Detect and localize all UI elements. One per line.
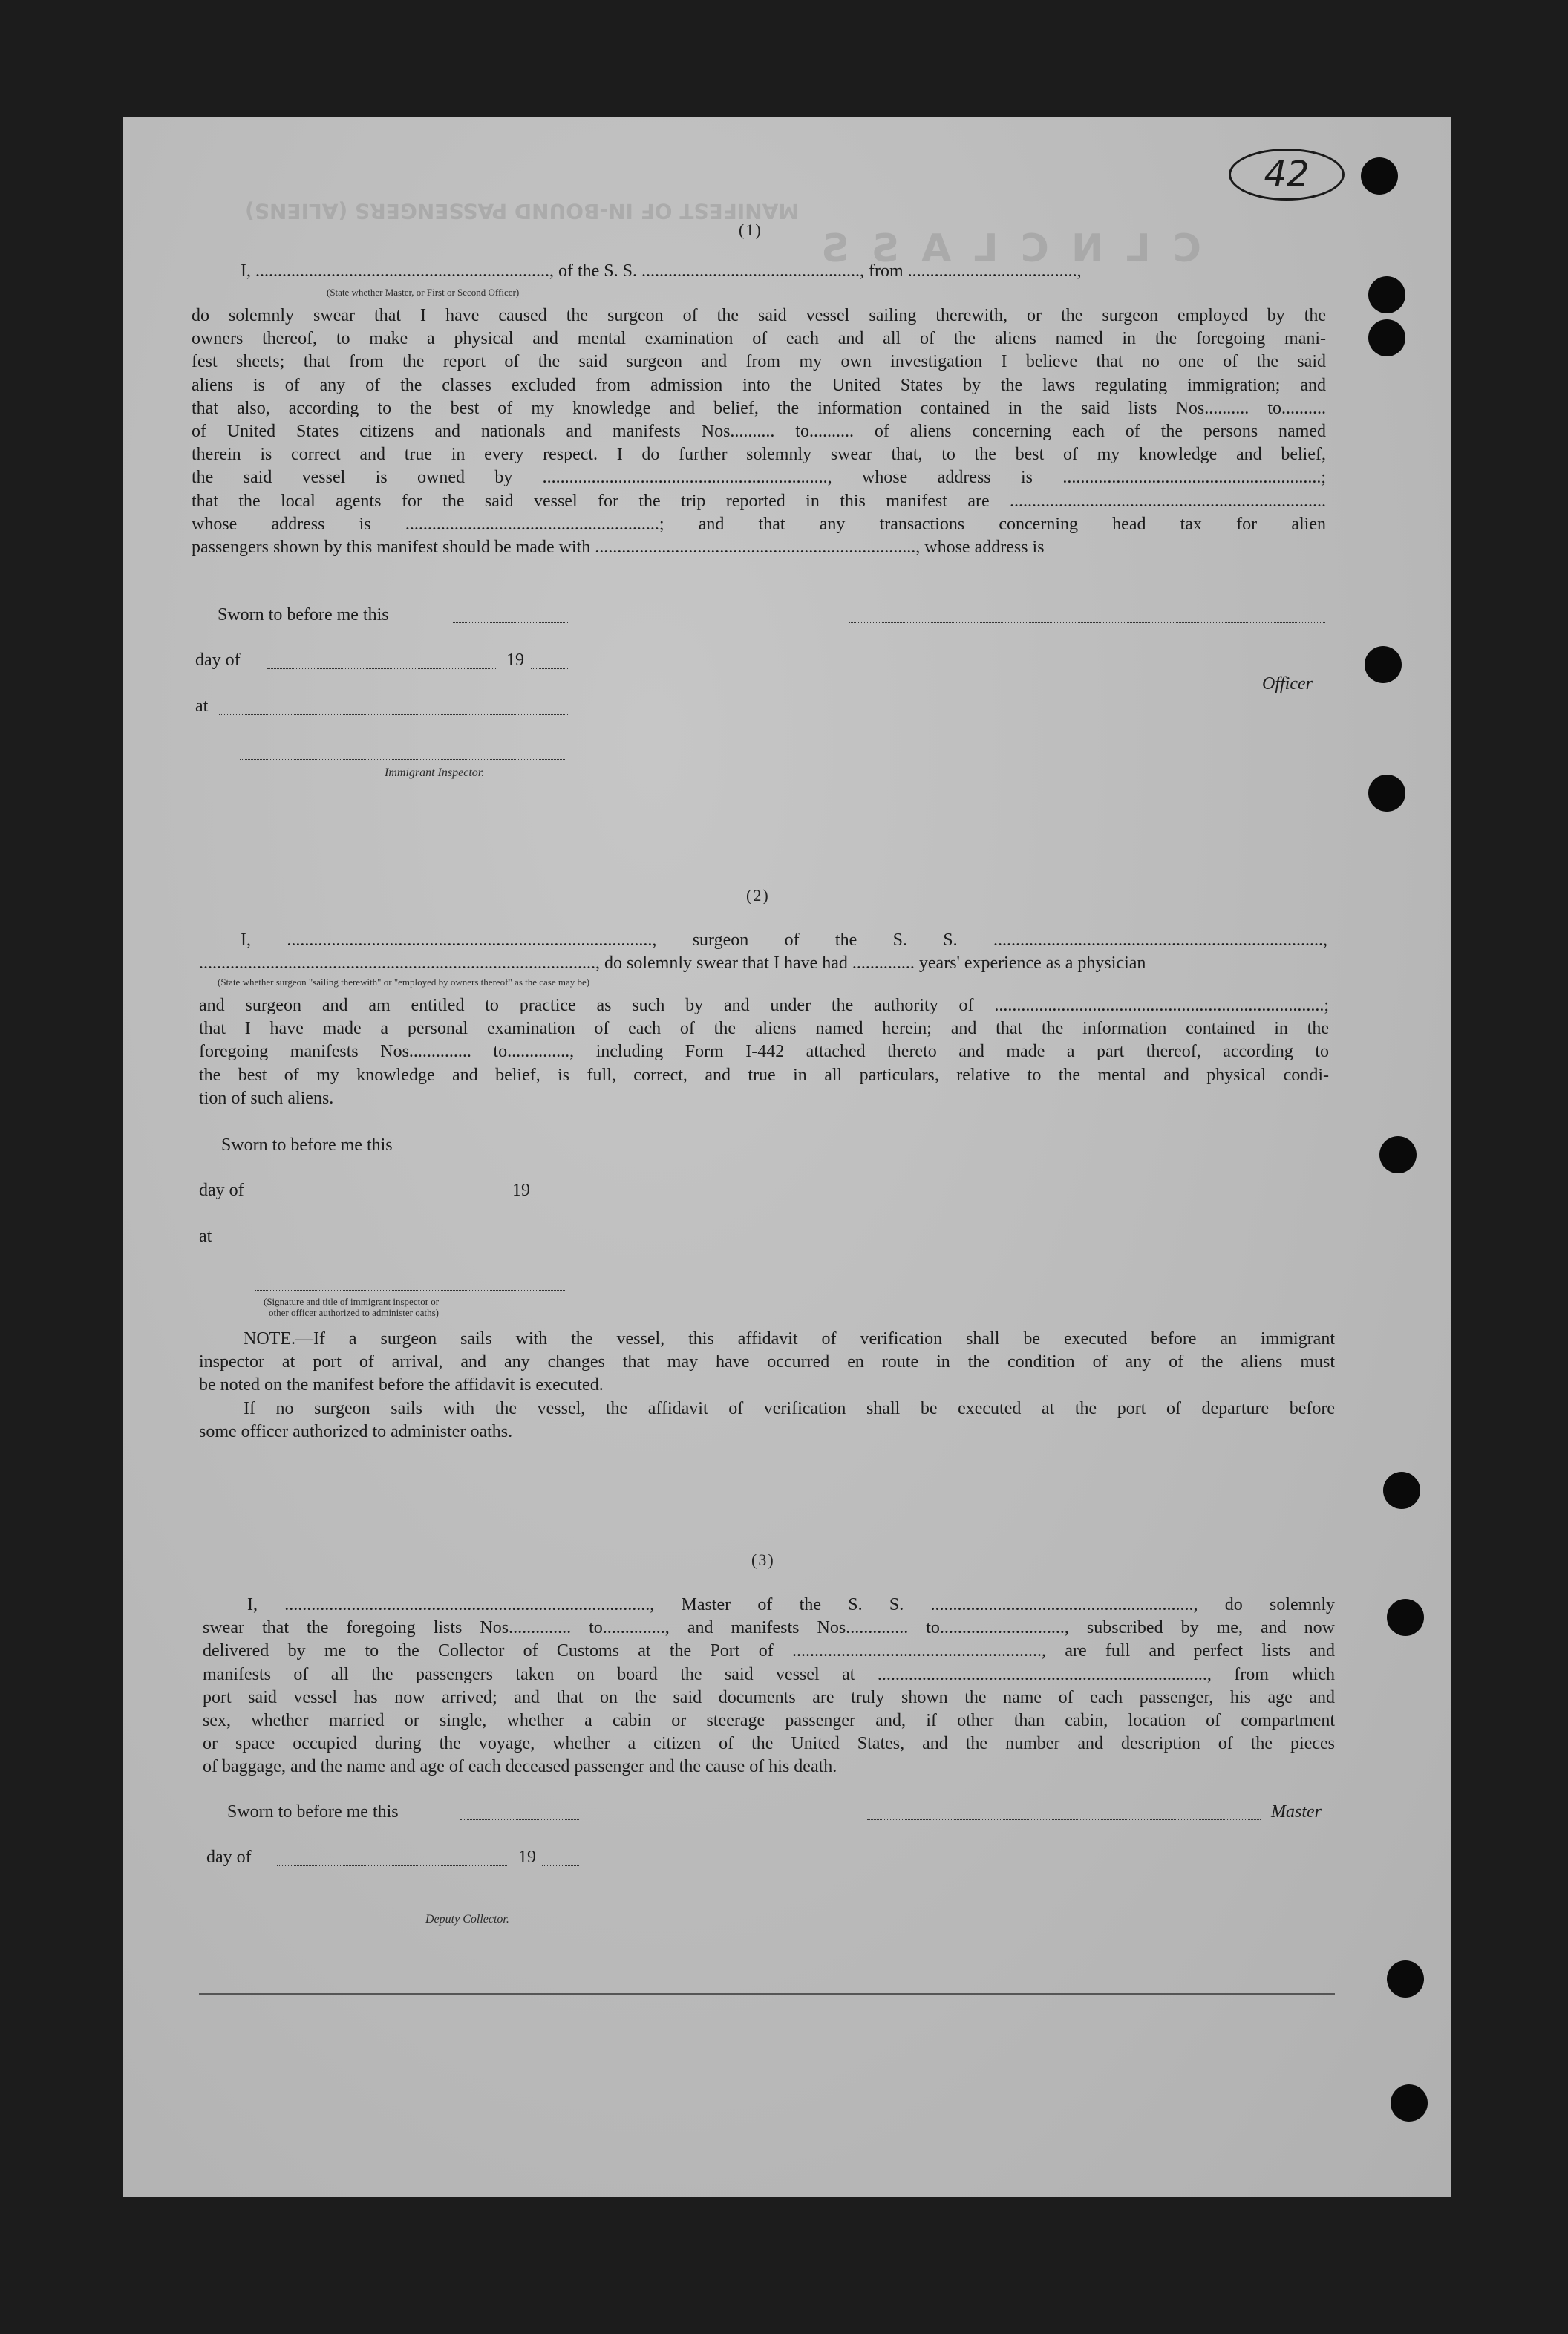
- collector-caption: Deputy Collector.: [425, 1913, 509, 1926]
- binder-hole: [1383, 1472, 1420, 1509]
- binder-hole: [1379, 1136, 1417, 1173]
- sworn-label: Sworn to before me this: [227, 1802, 399, 1822]
- year-label: 19: [506, 651, 524, 670]
- surgeon-paragraph: and surgeon and am entitled to practice as such by and under the authority of ..........................................................................; that I have made a personal examination of each of the aliens named herein; and that the information contained in the foregoing manifests Nos.............. to.............., including Form I-442 attached thereto and made a part thereof, according to the best of my knowledge and belief, is full, correct, and true in all particulars, relative to the mental and physical condi- tion of such aliens.: [199, 996, 1329, 1108]
- inspector-signature-line: [240, 759, 566, 760]
- section-number: (2): [746, 886, 770, 904]
- officer-label: Officer: [1262, 674, 1313, 694]
- day-label: day of: [199, 1181, 244, 1200]
- day-line: [277, 1865, 507, 1866]
- year-line: [542, 1865, 579, 1866]
- surgeon-opening-line: I, .................................................................................., surgeon of the S. S. ..........................................................................,: [241, 930, 1327, 950]
- at-line: [219, 714, 568, 715]
- master-signature-line: [867, 1819, 1261, 1820]
- signature-caption: other officer authorized to administer oaths): [269, 1307, 439, 1318]
- note-paragraph-2: If no surgeon sails with the vessel, the affidavit of verification shall be executed at the port of departure before some officer authorized to administer oaths.: [199, 1399, 1335, 1441]
- sworn-label: Sworn to before me this: [218, 605, 389, 625]
- at-label: at: [199, 1227, 212, 1246]
- binder-hole: [1361, 157, 1398, 195]
- bleed-through-stamp: C L N C L A S S: [817, 226, 1201, 271]
- binder-hole: [1368, 319, 1405, 356]
- binder-hole: [1368, 276, 1405, 313]
- oath-paragraph: do solemnly swear that I have caused the surgeon of the said vessel sailing therewith, or the surgeon employed by the owners thereof, to make a physical and mental examination of each and all of the aliens named in the foregoing mani- fest sheets; that from the report of the said surgeon and from my own investigation I believe that no one of the said aliens is of any of the classes excluded from admission into the United States by the laws regulating immigration; and that also, according to the best of my knowledge and belief, the information contained in the said lists Nos.......... to.......... of United States citizens and nationals and manifests Nos.......... to.......... of aliens concerning each of the persons named therein is correct and true in every respect. I do further solemnly swear that, to the best of my knowledge and belief, the said vessel is owned by ................................................................, whose address is ..........................................................; that the local agents for the said vessel for the trip reported in this manifest are ....................................................................... whose address is .........................................................; and that any transactions concerning head tax for alien passengers shown by this manifest should be made with ........................................................................, whose address is: [192, 306, 1326, 558]
- day-line: [267, 668, 497, 669]
- year-label: 19: [518, 1848, 536, 1867]
- surgeon-line-2: ........................................................................................., do solemnly swear that I have had .............. years' experience as a physician: [199, 954, 1146, 973]
- bleed-through-title: MANIFEST OF IN-BOUND PASSENGERS (ALIENS): [245, 199, 800, 224]
- day-label: day of: [195, 651, 241, 670]
- sworn-date-line: [460, 1819, 579, 1820]
- binder-hole: [1387, 1599, 1424, 1636]
- field-caption: (State whether surgeon "sailing therewith" or "employed by owners thereof" as the case may be): [218, 977, 590, 988]
- signature-caption: (Signature and title of immigrant inspector or: [264, 1296, 440, 1307]
- section-number: (1): [739, 221, 762, 239]
- inspector-caption: Immigrant Inspector.: [385, 766, 485, 779]
- sworn-date-line: [453, 622, 568, 623]
- field-caption: (State whether Master, or First or Second Officer): [327, 287, 520, 298]
- note-paragraph: NOTE.—If a surgeon sails with the vessel, this affidavit of verification shall be executed before an immigrant inspector at port of arrival, and any changes that may have occurred en route in the condition of any of the aliens must be noted on the manifest before the affidavit is executed.: [199, 1329, 1335, 1395]
- section-number: (3): [751, 1551, 775, 1569]
- master-paragraph: I, .................................................................................., Master of the S. S. ..........................................................., do solemnly swear that the foregoing lists Nos.............. to.............., and manifests Nos.............. to............................, subscribed by me, and now delivered by me to the Collector of Customs at the Port of ........................................................, are full and perfect lists and manifests of all the passengers taken on board the said vessel at .........................................................................., from which port said vessel has now arrived; and that on the said documents are truly shown the name of each passenger, his age and sex, whether married or single, whether a cabin or steerage passenger and, if other than cabin, location of compartment or space occupied during the voyage, whether a citizen of the United States, and the number and description of the pieces of baggage, and the name and age of each deceased passenger and the cause of his death.: [203, 1595, 1335, 1777]
- inspector-signature-line: [255, 1290, 566, 1291]
- day-label: day of: [206, 1848, 252, 1867]
- signature-line: [849, 622, 1325, 623]
- year-line: [531, 668, 568, 669]
- oath-opening-line: I, .................................................................., of the S. S. ................................................., from ......................................,: [241, 261, 1082, 281]
- page-number-circled: 42: [1229, 149, 1345, 201]
- binder-hole: [1368, 775, 1405, 812]
- sworn-label: Sworn to before me this: [221, 1135, 393, 1155]
- binder-hole: [1365, 646, 1402, 683]
- at-label: at: [195, 697, 209, 716]
- year-label: 19: [512, 1181, 530, 1200]
- bottom-rule: [199, 1993, 1335, 1995]
- binder-hole: [1387, 1960, 1424, 1998]
- binder-hole: [1391, 2084, 1428, 2122]
- master-label: Master: [1271, 1802, 1322, 1822]
